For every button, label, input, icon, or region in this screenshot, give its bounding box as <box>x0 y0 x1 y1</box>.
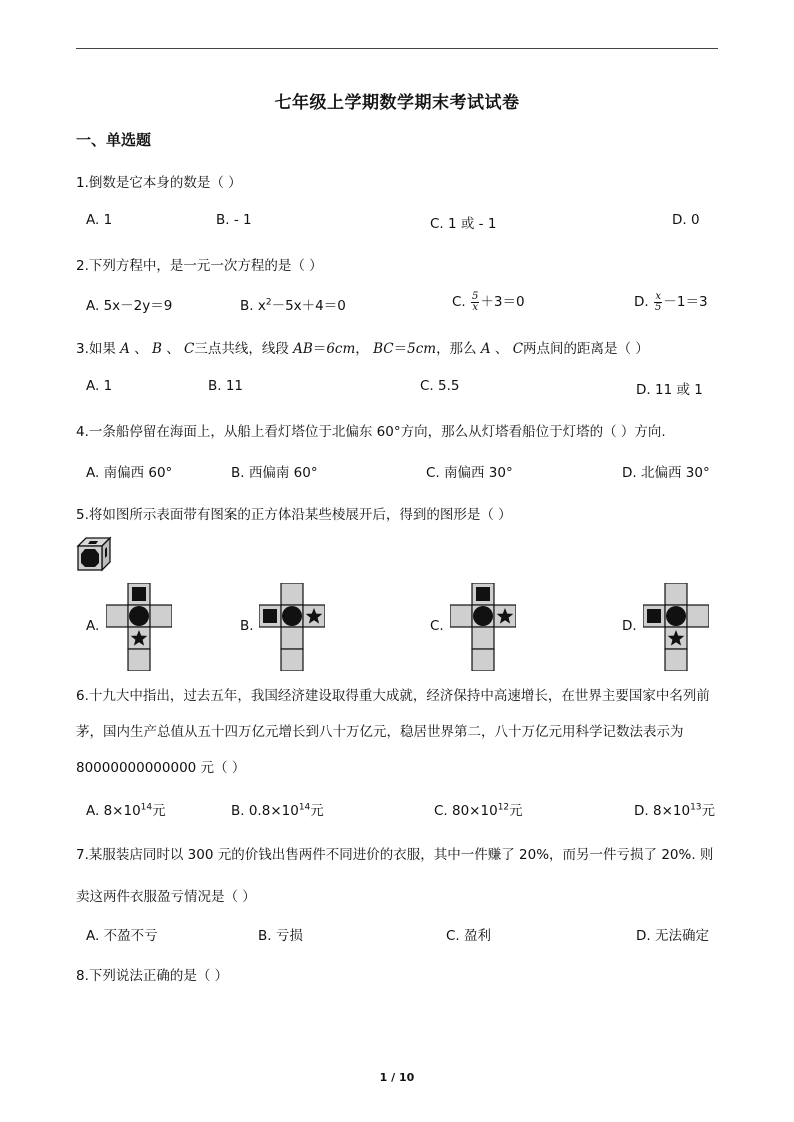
q3-segment-bc: BC <box>373 341 394 357</box>
q6-d-unit: 元 <box>701 803 716 819</box>
q3-option-a[interactable]: A. 1 <box>86 378 113 394</box>
q7-option-a[interactable]: A. 不盈不亏 <box>86 928 158 944</box>
q6-d-base: D. 8×10 <box>634 803 691 819</box>
page-title: 七年级上学期数学期末考试试卷 <box>274 93 520 113</box>
q3-point-b: B <box>152 341 162 357</box>
q1-option-a[interactable]: A. 1 <box>86 212 113 228</box>
q6-option-a[interactable] <box>86 799 166 819</box>
question-4-options <box>86 461 720 481</box>
q6-d-exponent: 13 <box>690 802 702 813</box>
q6-b-base: B. 0.8×10 <box>231 803 299 819</box>
q6-b-unit: 元 <box>310 803 324 819</box>
q2-c-prefix: C. <box>452 294 471 310</box>
q2-d-fraction <box>654 292 662 313</box>
q3-length-bc: 5cm <box>407 341 437 357</box>
question-3-options <box>86 378 720 398</box>
q2-d-denominator: 5 <box>654 301 662 313</box>
q3-text-3: ，那么 <box>436 341 481 357</box>
q7-option-d[interactable]: D. 无法确定 <box>636 928 709 944</box>
q6-option-c[interactable] <box>434 799 523 819</box>
q5-option-b-label[interactable]: B. <box>240 618 254 634</box>
q3-sep-3: 、 <box>490 341 513 357</box>
q3-segment-ab: AB <box>293 341 313 357</box>
q2-b-exponent: 2 <box>265 297 272 308</box>
q3-point-a-2: A <box>480 341 491 357</box>
q2-d-rest: －1＝3 <box>663 294 708 310</box>
q5-option-c-net[interactable] <box>450 583 516 671</box>
q7-option-b[interactable]: B. 亏损 <box>258 928 303 944</box>
q1-option-d[interactable]: D. 0 <box>672 212 700 228</box>
q6-a-exponent: 14 <box>140 802 153 813</box>
q3-point-c-2: C <box>512 341 524 357</box>
section-heading: 一、单选题 <box>76 131 152 149</box>
q5-option-d-net[interactable] <box>643 583 709 671</box>
question-5-stem: 5.将如图所示表面带有图案的正方体沿某些棱展开后，得到的图形是（ ） <box>76 507 512 523</box>
q6-a-base: A. 8×10 <box>86 803 141 819</box>
q3-option-d[interactable]: D. 11 或 1 <box>636 382 703 398</box>
q3-equals-1: ＝ <box>312 341 327 357</box>
q6-a-unit: 元 <box>152 803 166 819</box>
q2-option-c[interactable] <box>452 290 525 313</box>
q2-c-fraction <box>471 292 479 313</box>
question-3-stem <box>76 337 649 357</box>
q3-option-b[interactable]: B. 11 <box>208 378 244 394</box>
q2-b-base: B. x <box>240 298 266 314</box>
q3-length-ab: 6cm <box>326 341 356 357</box>
q5-option-c-label[interactable]: C. <box>430 618 444 634</box>
q4-option-d[interactable]: D. 北偏西 30° <box>622 465 710 481</box>
q2-option-b[interactable] <box>240 294 346 314</box>
q2-c-rest: ＋3＝0 <box>480 294 525 310</box>
q1-option-b[interactable]: B. - 1 <box>216 212 252 228</box>
q3-equals-2: ＝ <box>393 341 408 357</box>
q6-option-b[interactable] <box>231 799 324 819</box>
q3-point-c: C <box>184 341 195 357</box>
question-6-options <box>86 799 720 819</box>
q3-text-1: 3.如果 <box>76 341 121 357</box>
q6-c-exponent: 12 <box>497 802 510 813</box>
question-7-options <box>86 924 720 944</box>
q2-c-denominator: x <box>472 301 479 313</box>
q3-comma: ， <box>355 341 374 357</box>
q6-c-base: C. 80×10 <box>434 803 498 819</box>
cube-figure <box>76 536 112 572</box>
question-1-options <box>86 212 720 232</box>
q2-d-prefix: D. <box>634 294 653 310</box>
q5-option-a-label[interactable]: A. <box>86 618 100 634</box>
q4-option-b[interactable]: B. 西偏南 60° <box>231 465 318 481</box>
q2-b-rest: －5x＋4＝0 <box>271 298 346 314</box>
question-6-stem: 6.十九大中指出，过去五年，我国经济建设取得重大成就，经济保持中高速增长，在世界主要国家中名列前茅，国内生产总值从五十四万亿元增长到八十万亿元，稳居世界第二，八十万亿元用科学记数法表示为 80000000000000 元（ ） <box>76 688 710 776</box>
q5-option-a-net[interactable] <box>106 583 172 671</box>
q2-d-numerator: x <box>655 290 661 302</box>
question-1-stem: 1.倒数是它本身的数是（ ） <box>76 175 242 191</box>
q3-sep-1: 、 <box>129 341 153 357</box>
q3-text-4: 两点间的距离是（ ） <box>523 341 649 357</box>
q7-option-c[interactable]: C. 盈利 <box>446 928 492 944</box>
q3-option-c[interactable]: C. 5.5 <box>420 378 460 394</box>
question-2-stem: 2.下列方程中，是一元一次方程的是（ ） <box>76 258 323 274</box>
q3-point-a: A <box>120 341 130 357</box>
q5-option-b-net[interactable] <box>259 583 325 671</box>
q1-option-c[interactable]: C. 1 或 - 1 <box>430 216 497 232</box>
question-8-stem: 8.下列说法正确的是（ ） <box>76 968 229 984</box>
question-2-options <box>86 290 720 314</box>
q3-text-2: 三点共线，线段 <box>194 341 294 357</box>
q6-b-exponent: 14 <box>298 802 311 813</box>
q2-option-d[interactable] <box>634 290 708 313</box>
q2-c-numerator: 5 <box>472 290 479 302</box>
page-number: 1 / 10 <box>379 1071 415 1084</box>
q3-sep-2: 、 <box>161 341 185 357</box>
q6-option-d[interactable] <box>634 799 715 819</box>
header-rule <box>76 48 718 49</box>
question-7-stem: 7.某服装店同时以 300 元的价钱出售两件不同进价的衣服，其中一件赚了 20%，而另一件亏损了 20%. 则卖这两件衣服盈亏情况是（ ） <box>76 847 714 905</box>
q2-option-a[interactable]: A. 5x－2y＝9 <box>86 298 173 314</box>
q4-option-c[interactable]: C. 南偏西 30° <box>426 465 513 481</box>
question-4-stem: 4.一条船停留在海面上，从船上看灯塔位于北偏东 60°方向，那么从灯塔看船位于灯塔的（ ）方向. <box>76 424 666 440</box>
q6-c-unit: 元 <box>509 803 523 819</box>
q5-option-d-label[interactable]: D. <box>622 618 637 634</box>
q4-option-a[interactable]: A. 南偏西 60° <box>86 465 173 481</box>
